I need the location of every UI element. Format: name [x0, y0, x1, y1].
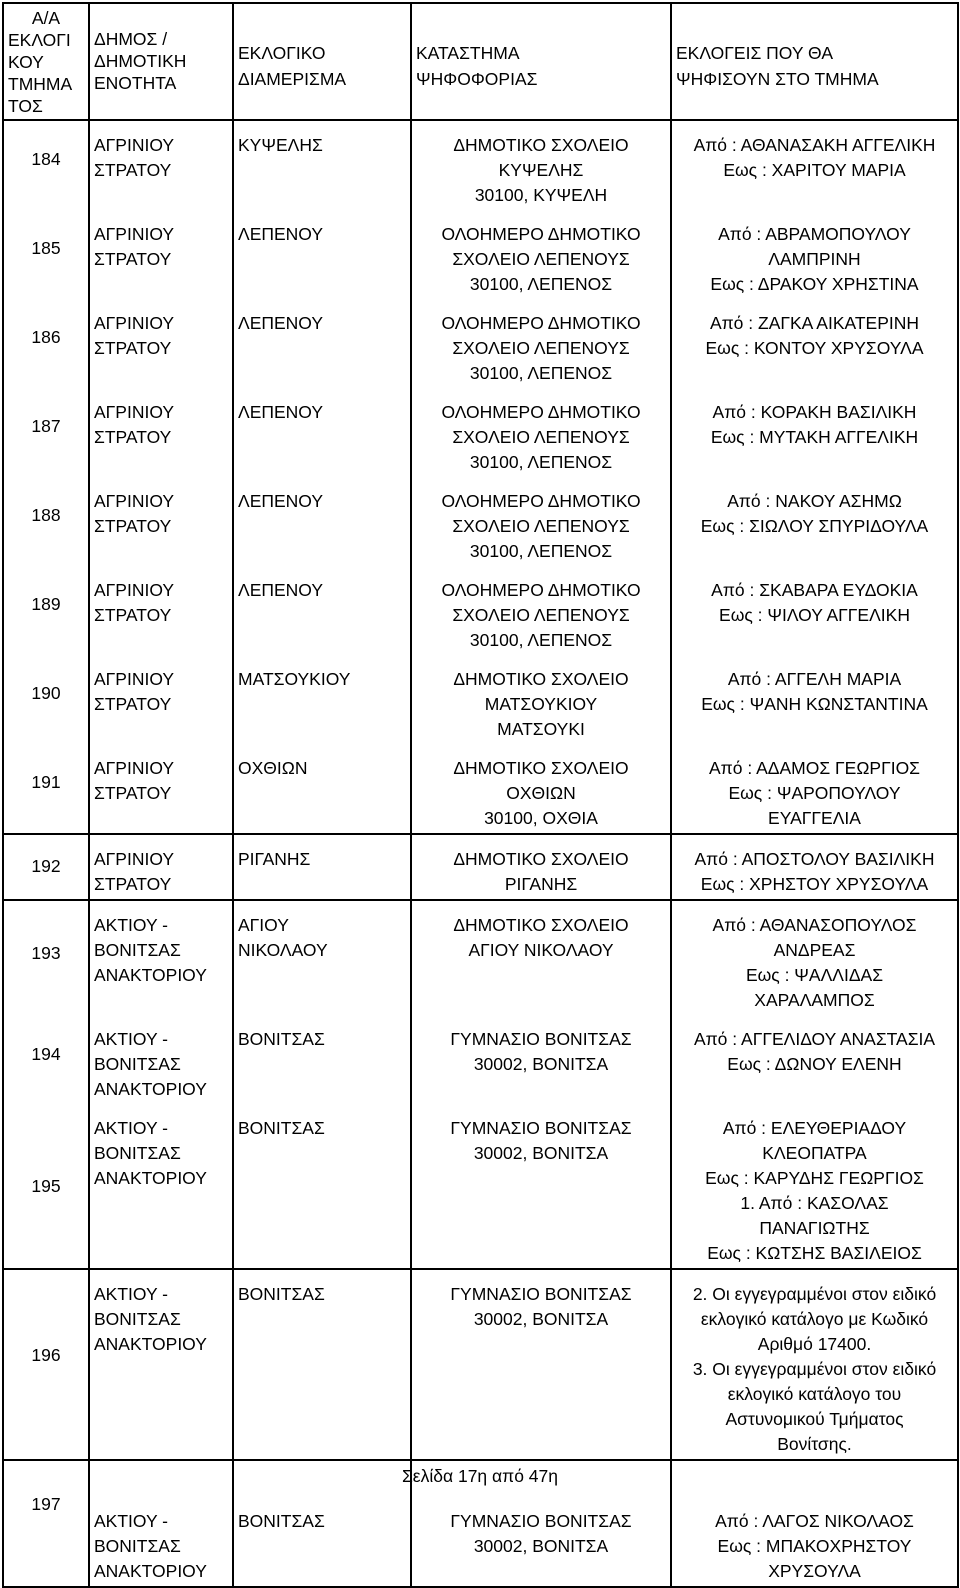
- municipality-line: ΑΝΑΚΤΟΡΙΟΥ: [94, 1561, 207, 1581]
- section-number-value: 186: [31, 327, 61, 347]
- electoral-district: [233, 299, 411, 388]
- polling-station-line: ΔΗΜΟΤΙΚΟ ΣΧΟΛΕΙΟ: [453, 758, 629, 778]
- table-row: [3, 388, 958, 477]
- polling-station: [411, 566, 671, 655]
- section-number-value: 188: [31, 505, 61, 525]
- municipality-line: ΣΤΡΑΤΟΥ: [94, 516, 172, 536]
- polling-station-line: ΟΛΟΗΜΕΡΟ ΔΗΜΟΤΙΚΟ: [441, 313, 641, 333]
- voters-range-line: Από : ΣΚΑΒΑΡΑ ΕΥΔΟΚΙΑ: [711, 580, 918, 600]
- electoral-district-line: ΡΙΓΑΝΗΣ: [238, 849, 311, 869]
- polling-station-line: 30100, ΛΕΠΕΝΟΣ: [469, 274, 613, 294]
- electoral-district-line: ΒΟΝΙΤΣΑΣ: [238, 1118, 325, 1138]
- voters-range-line: Εως : ΧΡΗΣΤΟΥ ΧΡΥΣΟΥΛΑ: [700, 874, 929, 894]
- voters-range-line: Εως : ΨΑΝΗ ΚΩΝΣΤΑΝΤΙΝΑ: [701, 694, 928, 714]
- section-number: [3, 655, 89, 744]
- polling-station-line: 30002, ΒΟΝΙΤΣΑ: [473, 1536, 609, 1556]
- electoral-district: [233, 834, 411, 900]
- voters-range: [671, 834, 958, 900]
- electoral-district-line: ΟΧΘΙΩΝ: [238, 758, 308, 778]
- section-number: [3, 210, 89, 299]
- municipality-line: ΑΝΑΚΤΟΡΙΟΥ: [94, 1168, 207, 1188]
- municipality-line: ΑΓΡΙΝΙΟΥ: [94, 758, 175, 778]
- voters-range: [671, 900, 958, 1015]
- electoral-district: [233, 744, 411, 834]
- municipality-line: ΒΟΝΙΤΣΑΣ: [94, 1309, 181, 1329]
- section-number-value: 192: [31, 856, 61, 876]
- voters-range-line: Βονίτσης.: [777, 1434, 852, 1454]
- electoral-district-line: ΑΓΙΟΥ: [238, 915, 289, 935]
- polling-station-line: 30100, ΛΕΠΕΝΟΣ: [469, 363, 613, 383]
- table-row: [3, 900, 958, 1015]
- municipality-line: ΣΤΡΑΤΟΥ: [94, 338, 172, 358]
- voters-range-line: ΚΛΕΟΠΑΤΡΑ: [762, 1143, 867, 1163]
- voters-range-line: εκλογικό κατάλογο με Κωδικό: [700, 1309, 929, 1329]
- voters-range-line: Εως : ΚΟΝΤΟΥ ΧΡΥΣΟΥΛΑ: [705, 338, 924, 358]
- voters-range-line: Από : ΖΑΓΚΑ ΑΙΚΑΤΕΡΙΝΗ: [709, 313, 920, 333]
- table-row: [3, 744, 958, 834]
- municipality-line: ΣΤΡΑΤΟΥ: [94, 694, 172, 714]
- electoral-district-line: ΛΕΠΕΝΟΥ: [238, 402, 324, 422]
- electoral-district: [233, 1269, 411, 1460]
- section-number-value: 196: [31, 1345, 61, 1365]
- municipality-line: ΑΚΤΙΟΥ -: [94, 915, 168, 935]
- voters-range-line: Εως : ΔΡΑΚΟΥ ΧΡΗΣΤΙΝΑ: [710, 274, 919, 294]
- electoral-district-line: ΜΑΤΣΟΥΚΙΟΥ: [238, 669, 351, 689]
- voters-range-line: Από : ΚΟΡΑΚΗ ΒΑΣΙΛΙΚΗ: [712, 402, 917, 422]
- electoral-district: [233, 655, 411, 744]
- municipality-line: ΣΤΡΑΤΟΥ: [94, 160, 172, 180]
- polling-station-line: ΣΧΟΛΕΙΟ ΛΕΠΕΝΟΥΣ: [452, 516, 630, 536]
- polling-station-line: ΟΛΟΗΜΕΡΟ ΔΗΜΟΤΙΚΟ: [441, 580, 641, 600]
- header-row: [3, 3, 958, 120]
- municipality-line: ΒΟΝΙΤΣΑΣ: [94, 940, 181, 960]
- polling-station: [411, 655, 671, 744]
- electoral-district-line: ΒΟΝΙΤΣΑΣ: [238, 1284, 325, 1304]
- electoral-district-line: ΛΕΠΕΝΟΥ: [238, 313, 324, 333]
- electoral-district-line: ΛΕΠΕΝΟΥ: [238, 580, 324, 600]
- table-row: [3, 566, 958, 655]
- municipality: [89, 900, 233, 1015]
- polling-station-line: ΚΥΨΕΛΗΣ: [498, 160, 584, 180]
- polling-station-line: ΣΧΟΛΕΙΟ ΛΕΠΕΝΟΥΣ: [452, 427, 630, 447]
- voters-range-line: Από : ΑΓΓΕΛΙΔΟΥ ΑΝΑΣΤΑΣΙΑ: [693, 1029, 936, 1049]
- municipality-line: ΒΟΝΙΤΣΑΣ: [94, 1536, 181, 1556]
- header-municipality: ΔΗΜΟΣ / ΔΗΜΟΤΙΚΗ ΕΝΟΤΗΤΑ: [89, 3, 233, 120]
- voters-range-line: Εως : ΜΠΑΚΟΧΡΗΣΤΟΥ: [717, 1536, 912, 1556]
- section-number-value: 184: [31, 149, 61, 169]
- electoral-district: [233, 477, 411, 566]
- electoral-district-line: ΒΟΝΙΤΣΑΣ: [238, 1511, 325, 1531]
- municipality-line: ΑΓΡΙΝΙΟΥ: [94, 669, 175, 689]
- polling-station: [411, 1104, 671, 1269]
- section-number-value: 195: [31, 1176, 61, 1196]
- section-number-value: 193: [31, 943, 61, 963]
- voters-range-line: Αστυνομικού Τμήματος: [725, 1409, 904, 1429]
- municipality-line: ΑΓΡΙΝΙΟΥ: [94, 224, 175, 244]
- voters-range-line: Εως : ΣΙΩΛΟΥ ΣΠΥΡΙΔΟΥΛΑ: [700, 516, 929, 536]
- voters-range: [671, 120, 958, 210]
- section-number: [3, 120, 89, 210]
- polling-station: [411, 1015, 671, 1104]
- section-number: [3, 1015, 89, 1104]
- voters-range-line: Εως : ΚΩΤΣΗΣ ΒΑΣΙΛΕΙΟΣ: [707, 1243, 922, 1263]
- polling-station-line: 30002, ΒΟΝΙΤΣΑ: [473, 1143, 609, 1163]
- municipality-line: ΣΤΡΑΤΟΥ: [94, 874, 172, 894]
- polling-station-line: 30002, ΒΟΝΙΤΣΑ: [473, 1309, 609, 1329]
- voters-range-line: Εως : ΨΑΡΟΠΟΥΛΟΥ: [728, 783, 901, 803]
- municipality: [89, 1104, 233, 1269]
- electoral-district-line: ΛΕΠΕΝΟΥ: [238, 491, 324, 511]
- table-row: [3, 477, 958, 566]
- section-number: [3, 388, 89, 477]
- polling-station-line: ΟΛΟΗΜΕΡΟ ΔΗΜΟΤΙΚΟ: [441, 491, 641, 511]
- voters-range-line: Από : ΑΘΑΝΑΣΟΠΟΥΛΟΣ: [712, 915, 917, 935]
- voters-range: [671, 744, 958, 834]
- municipality: [89, 566, 233, 655]
- voters-range-line: Εως : ΧΑΡΙΤΟΥ ΜΑΡΙΑ: [723, 160, 906, 180]
- voters-range-line: Από : ΝΑΚΟΥ ΑΣΗΜΩ: [727, 491, 902, 511]
- polling-station-line: ΔΗΜΟΤΙΚΟ ΣΧΟΛΕΙΟ: [453, 669, 629, 689]
- polling-station-line: ΔΗΜΟΤΙΚΟ ΣΧΟΛΕΙΟ: [453, 915, 629, 935]
- section-number: [3, 566, 89, 655]
- voters-range-line: ΧΡΥΣΟΥΛΑ: [768, 1561, 861, 1581]
- polling-station-line: ΡΙΓΑΝΗΣ: [504, 874, 578, 894]
- municipality-line: ΑΚΤΙΟΥ -: [94, 1511, 168, 1531]
- voters-range: [671, 299, 958, 388]
- electoral-district: [233, 900, 411, 1015]
- section-number: [3, 744, 89, 834]
- polling-station-line: ΣΧΟΛΕΙΟ ΛΕΠΕΝΟΥΣ: [452, 249, 630, 269]
- polling-station-line: ΣΧΟΛΕΙΟ ΛΕΠΕΝΟΥΣ: [452, 605, 630, 625]
- voters-range-line: 3. Οι εγγεγραμμένοι στον ειδικό: [692, 1359, 937, 1379]
- municipality-line: ΑΚΤΙΟΥ -: [94, 1029, 168, 1049]
- electoral-district: [233, 388, 411, 477]
- table-body: [3, 120, 958, 1587]
- voters-range: [671, 477, 958, 566]
- polling-station: [411, 210, 671, 299]
- polling-station-line: ΟΛΟΗΜΕΡΟ ΔΗΜΟΤΙΚΟ: [441, 224, 641, 244]
- header-electoral-district: ΕΚΛΟΓΙΚΟ ΔΙΑΜΕΡΙΣΜΑ: [233, 3, 411, 120]
- polling-stations-table: [2, 2, 959, 1588]
- polling-station: [411, 744, 671, 834]
- polling-station: [411, 1269, 671, 1460]
- polling-station: [411, 900, 671, 1015]
- voters-range-line: ΕΥΑΓΓΕΛΙΑ: [768, 808, 861, 828]
- voters-range-line: Από : ΛΑΓΟΣ ΝΙΚΟΛΑΟΣ: [715, 1511, 914, 1531]
- voters-range-line: 2. Οι εγγεγραμμένοι στον ειδικό: [692, 1284, 937, 1304]
- municipality-line: ΑΓΡΙΝΙΟΥ: [94, 135, 175, 155]
- municipality: [89, 388, 233, 477]
- section-number-value: 185: [31, 238, 61, 258]
- municipality-line: ΣΤΡΑΤΟΥ: [94, 605, 172, 625]
- polling-station-line: 30100, ΟΧΘΙΑ: [484, 808, 598, 828]
- polling-station-line: ΔΗΜΟΤΙΚΟ ΣΧΟΛΕΙΟ: [453, 135, 629, 155]
- municipality-line: ΑΝΑΚΤΟΡΙΟΥ: [94, 1334, 207, 1354]
- voters-range: [671, 655, 958, 744]
- electoral-district: [233, 210, 411, 299]
- municipality: [89, 1015, 233, 1104]
- voters-range: [671, 1104, 958, 1269]
- electoral-district: [233, 1104, 411, 1269]
- municipality-line: ΑΓΡΙΝΙΟΥ: [94, 849, 175, 869]
- electoral-district-line: ΒΟΝΙΤΣΑΣ: [238, 1029, 325, 1049]
- polling-station-line: ΓΥΜΝΑΣΙΟ ΒΟΝΙΤΣΑΣ: [450, 1029, 632, 1049]
- municipality-line: ΑΝΑΚΤΟΡΙΟΥ: [94, 965, 207, 985]
- polling-station-line: 30002, ΒΟΝΙΤΣΑ: [473, 1054, 609, 1074]
- polling-station-line: 30100, ΛΕΠΕΝΟΣ: [469, 541, 613, 561]
- voters-range-line: ΧΑΡΑΛΑΜΠΟΣ: [754, 990, 875, 1010]
- voters-range-line: ΑΝΔΡΕΑΣ: [773, 940, 856, 960]
- voters-range: [671, 566, 958, 655]
- voters-range: [671, 210, 958, 299]
- voters-range-line: Από : ΑΘΑΝΑΣΑΚΗ ΑΓΓΕΛΙΚΗ: [693, 135, 936, 155]
- municipality: [89, 834, 233, 900]
- polling-station-line: 30100, ΚΥΨΕΛΗ: [474, 185, 608, 205]
- polling-station-line: ΣΧΟΛΕΙΟ ΛΕΠΕΝΟΥΣ: [452, 338, 630, 358]
- polling-station-line: 30100, ΛΕΠΕΝΟΣ: [469, 452, 613, 472]
- voters-range: [671, 1015, 958, 1104]
- polling-station-line: ΟΛΟΗΜΕΡΟ ΔΗΜΟΤΙΚΟ: [441, 402, 641, 422]
- voters-range-line: Από : ΕΛΕΥΘΕΡΙΑΔΟΥ: [722, 1118, 907, 1138]
- municipality-line: ΑΓΡΙΝΙΟΥ: [94, 402, 175, 422]
- voters-range-line: 1. Από : ΚΑΣΟΛΑΣ: [740, 1193, 889, 1213]
- municipality: [89, 655, 233, 744]
- table-row: [3, 834, 958, 900]
- polling-station-line: ΜΑΤΣΟΥΚΙ: [497, 719, 585, 739]
- section-number-value: 194: [31, 1044, 61, 1064]
- header-polling-station: ΚΑΤΑΣΤΗΜΑ ΨΗΦΟΦΟΡΙΑΣ: [411, 3, 671, 120]
- table-row: [3, 1104, 958, 1269]
- polling-station: [411, 388, 671, 477]
- header-section-number: Α/Α ΕΚΛΟΓΙ ΚΟΥ ΤΜΗΜΑ ΤΟΣ: [3, 3, 89, 120]
- municipality: [89, 210, 233, 299]
- page-footer: Σελίδα 17η από 47η: [401, 1466, 559, 1486]
- voters-range-line: Από : ΑΓΓΕΛΗ ΜΑΡΙΑ: [727, 669, 902, 689]
- voters-range-line: Αριθμό 17400.: [757, 1334, 872, 1354]
- section-number: [3, 299, 89, 388]
- voters-range-line: Από : ΑΔΑΜΟΣ ΓΕΩΡΓΙΟΣ: [709, 758, 920, 778]
- electoral-district-line: ΛΕΠΕΝΟΥ: [238, 224, 324, 244]
- electoral-district: [233, 1015, 411, 1104]
- polling-station: [411, 120, 671, 210]
- municipality-line: ΣΤΡΑΤΟΥ: [94, 427, 172, 447]
- municipality-line: ΣΤΡΑΤΟΥ: [94, 249, 172, 269]
- municipality: [89, 120, 233, 210]
- municipality: [89, 477, 233, 566]
- municipality-line: ΑΚΤΙΟΥ -: [94, 1284, 168, 1304]
- table-row: [3, 210, 958, 299]
- voters-range: [671, 388, 958, 477]
- municipality: [89, 744, 233, 834]
- section-number: [3, 900, 89, 1015]
- municipality-line: ΣΤΡΑΤΟΥ: [94, 783, 172, 803]
- voters-range-line: Εως : ΔΩΝΟΥ ΕΛΕΝΗ: [727, 1054, 902, 1074]
- voters-range-line: Από : ΑΒΡΑΜΟΠΟΥΛΟΥ: [718, 224, 911, 244]
- electoral-district: [233, 120, 411, 210]
- municipality: [89, 1269, 233, 1460]
- table-row: [3, 1015, 958, 1104]
- section-number-value: 187: [31, 416, 61, 436]
- polling-station-line: ΓΥΜΝΑΣΙΟ ΒΟΝΙΤΣΑΣ: [450, 1284, 632, 1304]
- polling-station: [411, 834, 671, 900]
- polling-station-line: ΑΓΙΟΥ ΝΙΚΟΛΑΟΥ: [468, 940, 614, 960]
- voters-range-line: ΛΑΜΠΡΙΝΗ: [768, 249, 861, 269]
- polling-station: [411, 299, 671, 388]
- electoral-district-line: ΚΥΨΕΛΗΣ: [238, 135, 323, 155]
- table-row: [3, 1269, 958, 1460]
- municipality-line: ΒΟΝΙΤΣΑΣ: [94, 1054, 181, 1074]
- table-row: [3, 120, 958, 210]
- municipality-line: ΑΚΤΙΟΥ -: [94, 1118, 168, 1138]
- polling-station-line: ΔΗΜΟΤΙΚΟ ΣΧΟΛΕΙΟ: [453, 849, 629, 869]
- polling-station: [411, 477, 671, 566]
- section-number: [3, 834, 89, 900]
- voters-range-line: Εως : ΨΙΛΟΥ ΑΓΓΕΛΙΚΗ: [719, 605, 910, 625]
- municipality-line: ΒΟΝΙΤΣΑΣ: [94, 1143, 181, 1163]
- municipality-line: ΑΓΡΙΝΙΟΥ: [94, 491, 175, 511]
- electoral-district-line: ΝΙΚΟΛΑΟΥ: [238, 940, 328, 960]
- section-number-value: 189: [31, 594, 61, 614]
- table-row: [3, 655, 958, 744]
- voters-range: [671, 1269, 958, 1460]
- municipality: [89, 299, 233, 388]
- section-number-value: 190: [31, 683, 61, 703]
- polling-station-line: ΓΥΜΝΑΣΙΟ ΒΟΝΙΤΣΑΣ: [450, 1118, 632, 1138]
- polling-station-line: 30100, ΛΕΠΕΝΟΣ: [469, 630, 613, 650]
- section-number-value: 191: [31, 772, 61, 792]
- municipality-line: ΑΓΡΙΝΙΟΥ: [94, 313, 175, 333]
- municipality-line: ΑΝΑΚΤΟΡΙΟΥ: [94, 1079, 207, 1099]
- voters-range-line: ΠΑΝΑΓΙΩΤΗΣ: [759, 1218, 870, 1238]
- section-number-value: 197: [31, 1494, 61, 1514]
- table-row: [3, 299, 958, 388]
- header-voters: ΕΚΛΟΓΕΙΣ ΠΟΥ ΘΑ ΨΗΦΙΣΟΥΝ ΣΤΟ ΤΜΗΜΑ: [671, 3, 958, 120]
- section-number: [3, 477, 89, 566]
- polling-station-line: ΜΑΤΣΟΥΚΙΟΥ: [484, 694, 598, 714]
- voters-range-line: Εως : ΜΥΤΑΚΗ ΑΓΓΕΛΙΚΗ: [710, 427, 919, 447]
- voters-range-line: Εως : ΨΑΛΛΙΔΑΣ: [745, 965, 884, 985]
- municipality-line: ΑΓΡΙΝΙΟΥ: [94, 580, 175, 600]
- polling-station-line: ΓΥΜΝΑΣΙΟ ΒΟΝΙΤΣΑΣ: [450, 1511, 632, 1531]
- section-number: [3, 1104, 89, 1269]
- voters-range-line: Εως : ΚΑΡΥΔΗΣ ΓΕΩΡΓΙΟΣ: [705, 1168, 924, 1188]
- electoral-district: [233, 566, 411, 655]
- polling-station-line: ΟΧΘΙΩΝ: [506, 783, 576, 803]
- voters-range-line: εκλογικό κατάλογο του: [727, 1384, 902, 1404]
- section-number: [3, 1269, 89, 1460]
- voters-range-line: Από : ΑΠΟΣΤΟΛΟΥ ΒΑΣΙΛΙΚΗ: [694, 849, 935, 869]
